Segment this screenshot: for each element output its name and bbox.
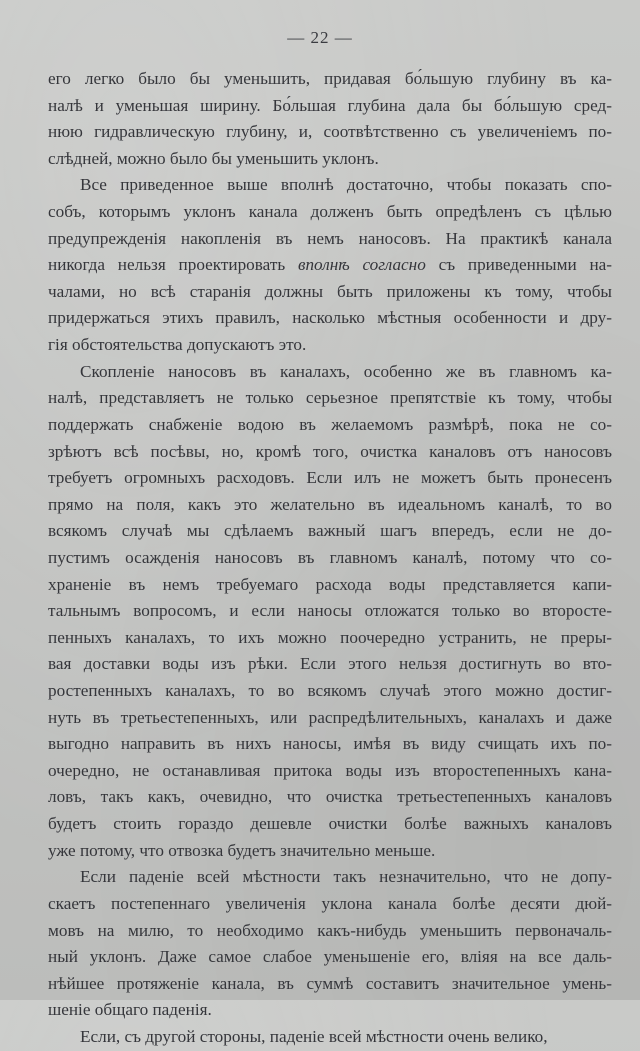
text-line: очередно, не останавливая притока воды изъ второстепенныхъ кана- xyxy=(48,760,612,780)
text-line: вая доставки воды изъ рѣки. Если этого нельзя достигнуть во вто- xyxy=(48,654,612,674)
text-line: будетъ стоить гораздо дешевле очистки болѣе важныхъ каналовъ xyxy=(48,814,612,834)
text-line: Все приведенное выше вполнѣ достаточно, чтобы показать спо- xyxy=(80,175,612,195)
text-line: ный уклонъ. Даже самое слабое уменьшенiе его, влiяя на все даль- xyxy=(48,947,612,967)
text-line: ловъ, такъ какъ, очевидно, что очистка третьестепенныхъ каналовъ xyxy=(48,787,612,807)
text-line: храненiе въ немъ требуемаго расхода воды представляется капи- xyxy=(48,574,612,594)
text-line: выгодно направить въ нихъ наносы, имѣя въ виду счищать ихъ по- xyxy=(48,734,612,754)
text-line: его легко было бы уменьшить, придавая бо́льшую глубину въ ка- xyxy=(48,69,612,88)
text-line: тальнымъ вопросомъ, и если наносы отложатся только во второсте- xyxy=(48,601,612,621)
text-line: нѣйшее протяженiе канала, въ суммѣ составитъ значительное умень- xyxy=(48,973,612,993)
text-line: нюю гидравлическую глубину, и, соотвѣтственно съ увеличенiемъ по- xyxy=(48,122,612,142)
text-line: ростепенныхъ каналахъ, то во всякомъ случаѣ этого можно достиг- xyxy=(48,681,612,701)
text-line: слѣдней, можно было бы уменьшить уклонъ. xyxy=(48,148,379,168)
text-line: предупрежденiя накопленiя въ немъ наносовъ. На практикѣ канала xyxy=(48,228,612,248)
text-line: Скопленiе наносовъ въ каналахъ, особенно же въ главномъ ка- xyxy=(80,361,612,381)
text-line: всякомъ случаѣ мы сдѣлаемъ важный шагъ впередъ, если не до- xyxy=(48,521,612,541)
text-line: налѣ, представляетъ не только серьезное препятствiе къ тому, чтобы xyxy=(48,388,612,408)
paragraph-1 xyxy=(48,66,612,172)
page-number: — 22 — xyxy=(287,28,353,47)
paragraph-5 xyxy=(48,1024,612,1051)
page-body xyxy=(48,66,612,1051)
text-line: требуетъ огромныхъ расходовъ. Если илъ не можетъ быть пронесенъ xyxy=(48,468,612,488)
text-line: Если паденiе всей мѣстности такъ незначительно, что не допу- xyxy=(80,867,612,887)
text-line: уже потому, что отвозка будетъ значительно меньше. xyxy=(48,840,436,860)
text-run: никогда нельзя проектировать xyxy=(48,255,286,275)
text-line: мовъ на милю, то необходимо какъ-нибудь уменьшить первоначаль- xyxy=(48,920,612,940)
text-line: гiя обстоятельства допускаютъ это. xyxy=(48,335,307,355)
text-line: придержаться этихъ правилъ, насколько мѣстныя особенности и дру- xyxy=(48,308,612,328)
text-run: съ приведенными на- xyxy=(438,255,612,275)
text-line: пенныхъ каналахъ, то ихъ можно поочередно устранить, не преры- xyxy=(48,627,612,647)
text-line: собъ, которымъ уклонъ канала долженъ быть опредѣленъ съ цѣлью xyxy=(48,202,612,222)
text-line: поддержать снабженiе водою въ желаемомъ размѣрѣ, пока не со- xyxy=(48,414,612,434)
text-line: зрѣютъ всѣ посѣвы, но, кромѣ того, очистка каналовъ отъ наносовъ xyxy=(48,441,612,461)
text-line: пустимъ осажденiя наносовъ въ главномъ каналѣ, потому что со- xyxy=(48,547,612,567)
italic-emphasis: вполнѣ согласно xyxy=(297,255,426,275)
text-line: скаетъ постепеннаго увеличенiя уклона канала болѣе десяти дюй- xyxy=(48,893,612,913)
text-line-with-emphasis xyxy=(48,252,612,279)
text-line: шенiе общаго паденiя. xyxy=(48,1000,212,1020)
paragraph-3 xyxy=(48,359,612,865)
text-line: прямо на поля, какъ это желательно въ идеальномъ каналѣ, то во xyxy=(48,494,612,514)
text-line: налѣ и уменьшая ширину. Бо́льшая глубина дала бы бо́льшую сред- xyxy=(48,95,612,115)
text-line: Если, съ другой стороны, паденiе всей мѣстности очень велико, xyxy=(80,1026,548,1046)
text-line: чалами, но всѣ старанiя должны быть приложены къ тому, чтобы xyxy=(48,281,612,301)
paragraph-2 xyxy=(48,172,612,358)
text-line: нуть въ третьестепенныхъ, или распредѣлительныхъ, каналахъ и даже xyxy=(48,707,612,727)
